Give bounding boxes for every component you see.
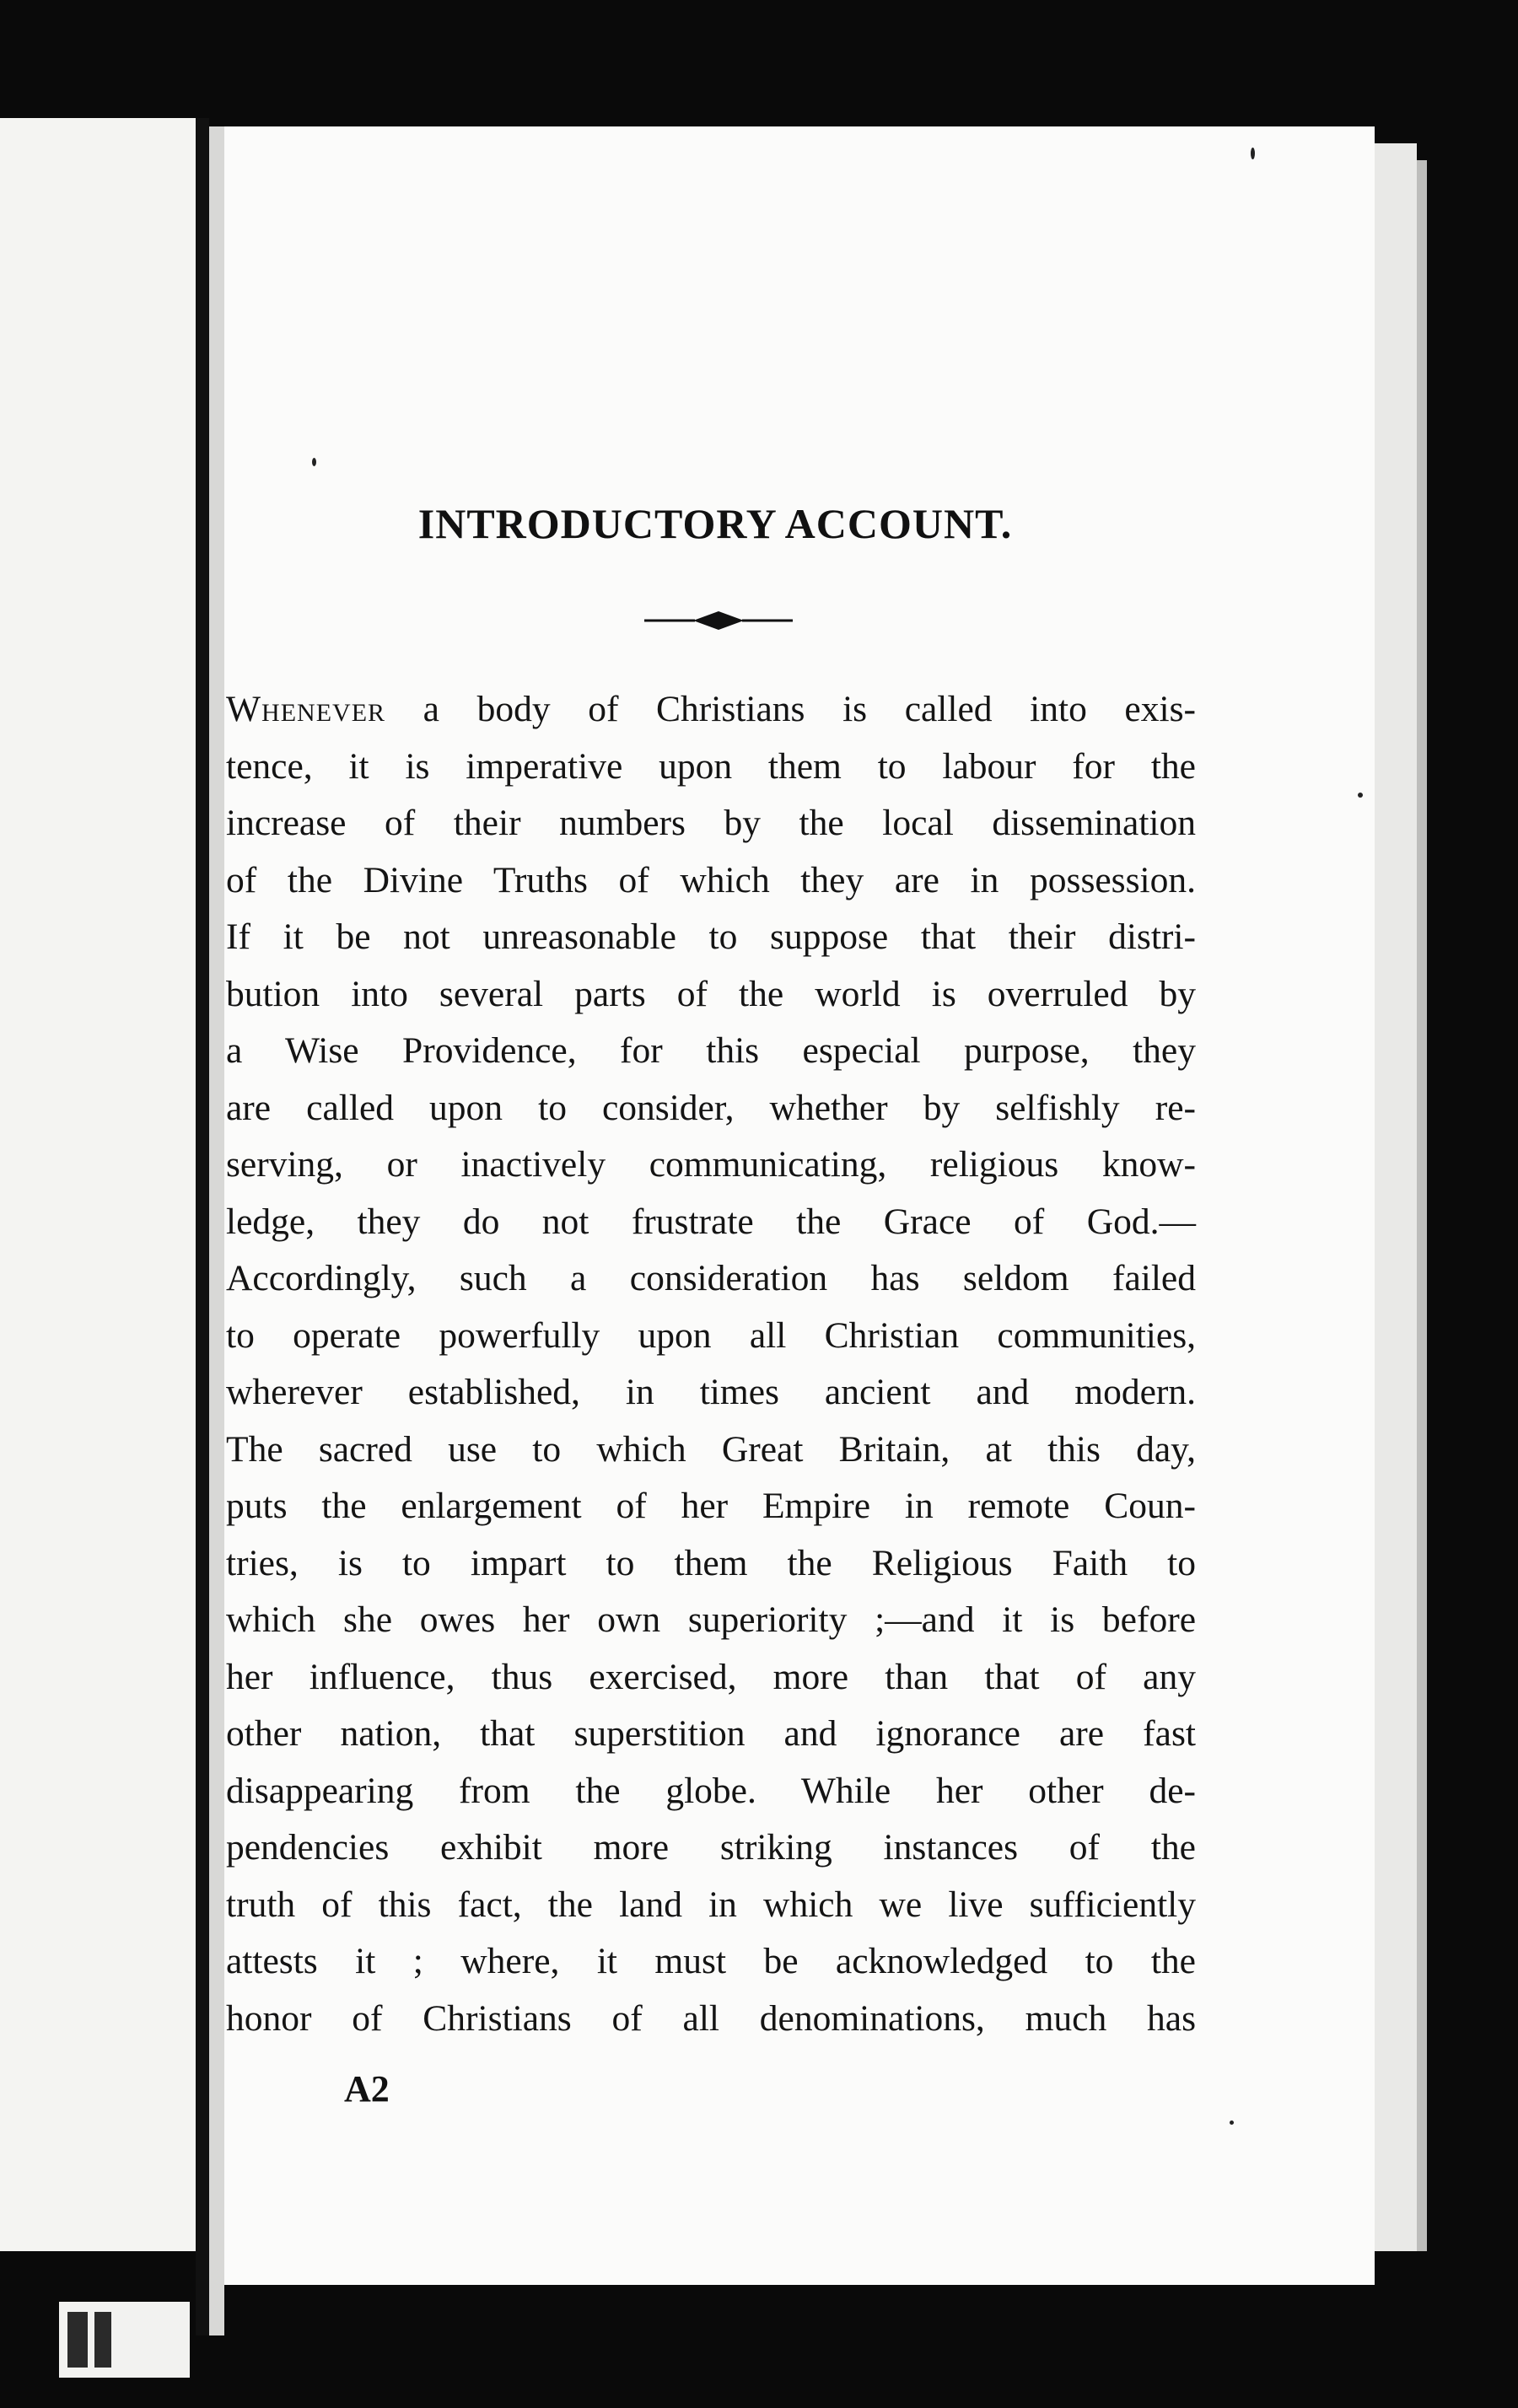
scan-speck (1251, 148, 1255, 159)
text-line: increase of their numbers by the local dissemination (226, 803, 1196, 843)
tab-notch (94, 2312, 111, 2368)
text-line: other nation, that superstition and ignorance are fast (226, 1713, 1196, 1754)
text-line: puts the enlargement of her Empire in remote Coun- (226, 1486, 1196, 1526)
text-line: serving, or inactively communicating, religious know- (226, 1144, 1196, 1185)
text-line: pendencies exhibit more striking instances of the (226, 1827, 1196, 1868)
text-line: truth of this fact, the land in which we live sufficiently (226, 1884, 1196, 1925)
scan-speck (1358, 793, 1363, 798)
lead-word: Whenever (226, 689, 386, 729)
text-line: bution into several parts of the world is overruled by (226, 973, 1196, 1014)
text-line: to operate powerfully upon all Christian communities, (226, 1314, 1196, 1356)
text-line: The sacred use to which Great Britain, at this day, (226, 1428, 1196, 1470)
left-facing-page (0, 118, 196, 2251)
page-fore-edge (1375, 143, 1417, 2251)
bottom-tab (59, 2302, 190, 2378)
scan-speck (312, 458, 316, 466)
tab-notch (67, 2312, 88, 2368)
signature-mark: A2 (344, 2068, 390, 2110)
text-line: ledge, they do not frustrate the Grace of God.— (226, 1201, 1196, 1242)
text-line: of the Divine Truths of which they are in possession. (226, 859, 1196, 900)
text-line: tence, it is imperative upon them to labour for the (226, 745, 1196, 787)
text-line: are called upon to consider, whether by selfishly re- (226, 1087, 1196, 1128)
text-line: a Wise Providence, for this especial purpose, they (226, 1030, 1196, 1071)
page-fore-edge-shadow (1417, 160, 1427, 2251)
text-line: which she owes her own superiority ;—and it is before (226, 1599, 1196, 1640)
scan-speck (1230, 2120, 1234, 2125)
page-title: INTRODUCTORY ACCOUNT. (417, 500, 1013, 547)
gutter-page-edge (209, 126, 224, 2335)
text-line: tries, is to impart to them the Religious Faith to (226, 1542, 1196, 1583)
ornament-rule-icon (643, 604, 794, 637)
text-line: honor of Christians of all denominations, much has (226, 1997, 1196, 2039)
text-line: Accordingly, such a consideration has seldom failed (226, 1258, 1196, 1298)
text-line: wherever established, in times ancient and modern. (226, 1372, 1196, 1412)
gutter-shadow (196, 118, 209, 2335)
text-line: attests it ; where, it must be acknowledged to the (226, 1941, 1196, 1981)
text-line: If it be not unreasonable to suppose that their distri- (226, 916, 1196, 957)
text-line: Whenever a body of Christians is called into exis- (226, 689, 1196, 729)
text-line: disappearing from the globe. While her other de- (226, 1770, 1196, 1811)
text-line: her influence, thus exercised, more than that of any (226, 1656, 1196, 1697)
body-paragraph (226, 681, 1196, 2047)
